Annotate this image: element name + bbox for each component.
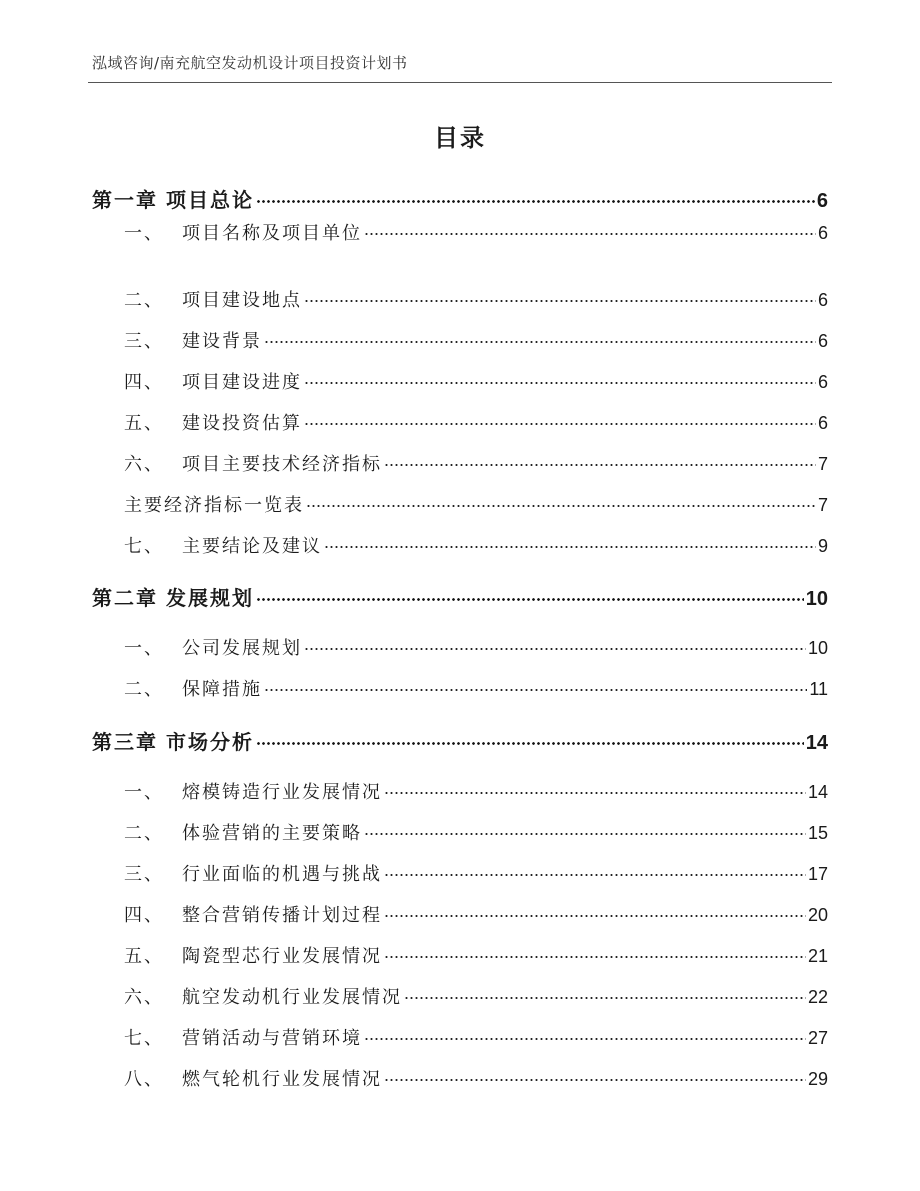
- dot-leader: [404, 997, 806, 999]
- dot-leader: [384, 792, 806, 794]
- toc-entry-section[interactable]: [92, 778, 828, 804]
- toc-entry-title: 公司发展规划: [182, 638, 302, 659]
- toc-title: 目录: [434, 124, 486, 152]
- toc-entry-number: 第一章: [92, 188, 158, 212]
- toc-entry-number: 六、: [124, 454, 164, 475]
- toc-entry-section[interactable]: [92, 860, 828, 886]
- toc-entry-label: [124, 860, 382, 886]
- toc-entry-section[interactable]: [92, 942, 828, 968]
- toc-entry-number: 四、: [124, 905, 164, 926]
- toc-entry-title: 营销活动与营销环境: [182, 1028, 362, 1049]
- toc-entry-number: 五、: [124, 413, 164, 434]
- dot-leader: [384, 956, 806, 958]
- dot-leader: [264, 341, 816, 343]
- toc-entry-title: 项目建设地点: [182, 290, 302, 311]
- toc-entry-title: 燃气轮机行业发展情况: [182, 1069, 382, 1090]
- toc-entry-section[interactable]: [92, 286, 828, 312]
- toc-entry-title: 建设投资估算: [182, 413, 302, 434]
- toc-entry-title: 项目建设进度: [182, 372, 302, 393]
- toc-entry-label: [124, 819, 362, 845]
- dot-leader: [384, 1079, 806, 1081]
- toc-entry-number: 第二章: [92, 586, 158, 610]
- toc-entry-label: [124, 409, 302, 435]
- toc-entry-number: 第三章: [92, 730, 158, 754]
- toc-entry-label: [124, 778, 382, 804]
- dot-leader: [306, 505, 816, 507]
- dot-leader: [324, 546, 816, 548]
- toc-entry-section[interactable]: [92, 983, 828, 1009]
- toc-entry-label: [124, 634, 302, 660]
- toc-entry-page: 29: [807, 1069, 828, 1089]
- toc-entry-title: 建设背景: [182, 331, 262, 352]
- toc-entry-chapter[interactable]: [92, 184, 828, 213]
- toc-entry-section[interactable]: [92, 368, 828, 394]
- toc-entry-page: 7: [817, 495, 828, 515]
- dot-leader: [256, 200, 815, 203]
- toc-entry-label: [124, 983, 402, 1009]
- toc-entry-section[interactable]: [92, 901, 828, 927]
- dot-leader: [304, 423, 816, 425]
- toc-entry-title: 市场分析: [166, 730, 254, 754]
- toc-entry-chapter[interactable]: [92, 726, 828, 755]
- toc-entry-label: [92, 184, 254, 213]
- toc-entry-label: [124, 327, 262, 353]
- toc-entry-label: [124, 1065, 382, 1091]
- toc-entry-number: 七、: [124, 536, 164, 557]
- dot-leader: [264, 689, 807, 691]
- dot-leader: [304, 648, 806, 650]
- toc-entry-section[interactable]: [92, 532, 828, 558]
- running-header: 泓域咨询/南充航空发动机设计项目投资计划书: [92, 54, 408, 72]
- toc-entry-label: [124, 219, 362, 245]
- dot-leader: [384, 464, 816, 466]
- dot-leader: [256, 742, 804, 745]
- toc-entry-title: 项目主要技术经济指标: [182, 454, 382, 475]
- toc-entry-number: 一、: [124, 782, 164, 803]
- toc-entry-section[interactable]: [92, 1024, 828, 1050]
- toc-entry-number: 三、: [124, 331, 164, 352]
- toc-entry-section[interactable]: [92, 327, 828, 353]
- toc-entry-number: 一、: [124, 638, 164, 659]
- toc-entry-section[interactable]: [92, 819, 828, 845]
- toc-entry-label: [124, 942, 382, 968]
- toc-entry-label: [92, 726, 254, 755]
- toc-entry-page: 10: [805, 588, 828, 610]
- toc-entry-number: 八、: [124, 1069, 164, 1090]
- toc-entry-section[interactable]: [92, 219, 828, 245]
- toc-entry-title: 整合营销传播计划过程: [182, 905, 382, 926]
- toc-entry-page: 6: [817, 372, 828, 392]
- toc-entry-page: 6: [816, 190, 828, 212]
- toc-entry-title: 陶瓷型芯行业发展情况: [182, 946, 382, 967]
- toc-entry-page: 27: [807, 1028, 828, 1048]
- toc-entry-number: 二、: [124, 823, 164, 844]
- toc-entry-label: [124, 286, 302, 312]
- dot-leader: [364, 233, 816, 235]
- toc-entry-number: 六、: [124, 987, 164, 1008]
- toc-entry-title: 保障措施: [182, 679, 262, 700]
- toc-entry-section[interactable]: [92, 409, 828, 435]
- toc-entry-section[interactable]: [92, 491, 828, 517]
- toc-entry-page: 6: [817, 331, 828, 351]
- toc-entry-title: 项目总论: [166, 188, 254, 212]
- toc-entry-page: 15: [807, 823, 828, 843]
- table-of-contents: [92, 0, 828, 1191]
- toc-entry-number: 三、: [124, 864, 164, 885]
- toc-entry-section[interactable]: [92, 675, 828, 701]
- dot-leader: [384, 874, 806, 876]
- toc-entry-page: 20: [807, 905, 828, 925]
- toc-entry-section[interactable]: [92, 450, 828, 476]
- toc-entry-page: 11: [809, 679, 828, 699]
- toc-entry-page: 14: [805, 732, 828, 754]
- toc-entry-title: 航空发动机行业发展情况: [182, 987, 402, 1008]
- toc-entry-page: 22: [807, 987, 828, 1007]
- toc-entry-label: [124, 450, 382, 476]
- toc-entry-label: [92, 582, 254, 611]
- toc-entry-number: 四、: [124, 372, 164, 393]
- dot-leader: [384, 915, 806, 917]
- toc-entry-page: 6: [817, 290, 828, 310]
- dot-leader: [364, 1038, 806, 1040]
- toc-entry-page: 6: [817, 413, 828, 433]
- toc-entry-title: 行业面临的机遇与挑战: [182, 864, 382, 885]
- toc-entry-label: [124, 368, 302, 394]
- toc-entry-page: 7: [817, 454, 828, 474]
- toc-entry-section[interactable]: [92, 1065, 828, 1091]
- toc-entry-page: 17: [807, 864, 828, 884]
- toc-entry-number: 二、: [124, 679, 164, 700]
- dot-leader: [304, 382, 816, 384]
- toc-entry-number: 五、: [124, 946, 164, 967]
- toc-entry-label: [124, 901, 382, 927]
- toc-entry-section[interactable]: [92, 634, 828, 660]
- toc-entry-label: [124, 491, 304, 517]
- toc-entry-chapter[interactable]: [92, 582, 828, 611]
- toc-entry-title: 熔模铸造行业发展情况: [182, 782, 382, 803]
- dot-leader: [364, 833, 806, 835]
- toc-entry-label: [124, 1024, 362, 1050]
- toc-entry-label: [124, 675, 262, 701]
- toc-entry-number: 二、: [124, 290, 164, 311]
- toc-entry-title: 项目名称及项目单位: [182, 223, 362, 244]
- toc-entry-page: 10: [807, 638, 828, 658]
- toc-entry-page: 6: [817, 223, 828, 243]
- dot-leader: [304, 300, 816, 302]
- dot-leader: [256, 598, 804, 601]
- toc-entry-title: 发展规划: [166, 586, 254, 610]
- toc-entry-label: [124, 532, 322, 558]
- toc-entry-title: 主要经济指标一览表: [124, 495, 304, 516]
- toc-entry-number: 一、: [124, 223, 164, 244]
- toc-entry-page: 9: [817, 536, 828, 556]
- toc-entry-title: 主要结论及建议: [182, 536, 322, 557]
- toc-entry-page: 14: [807, 782, 828, 802]
- toc-entry-page: 21: [807, 946, 828, 966]
- toc-entry-number: 七、: [124, 1028, 164, 1049]
- toc-entry-title: 体验营销的主要策略: [182, 823, 362, 844]
